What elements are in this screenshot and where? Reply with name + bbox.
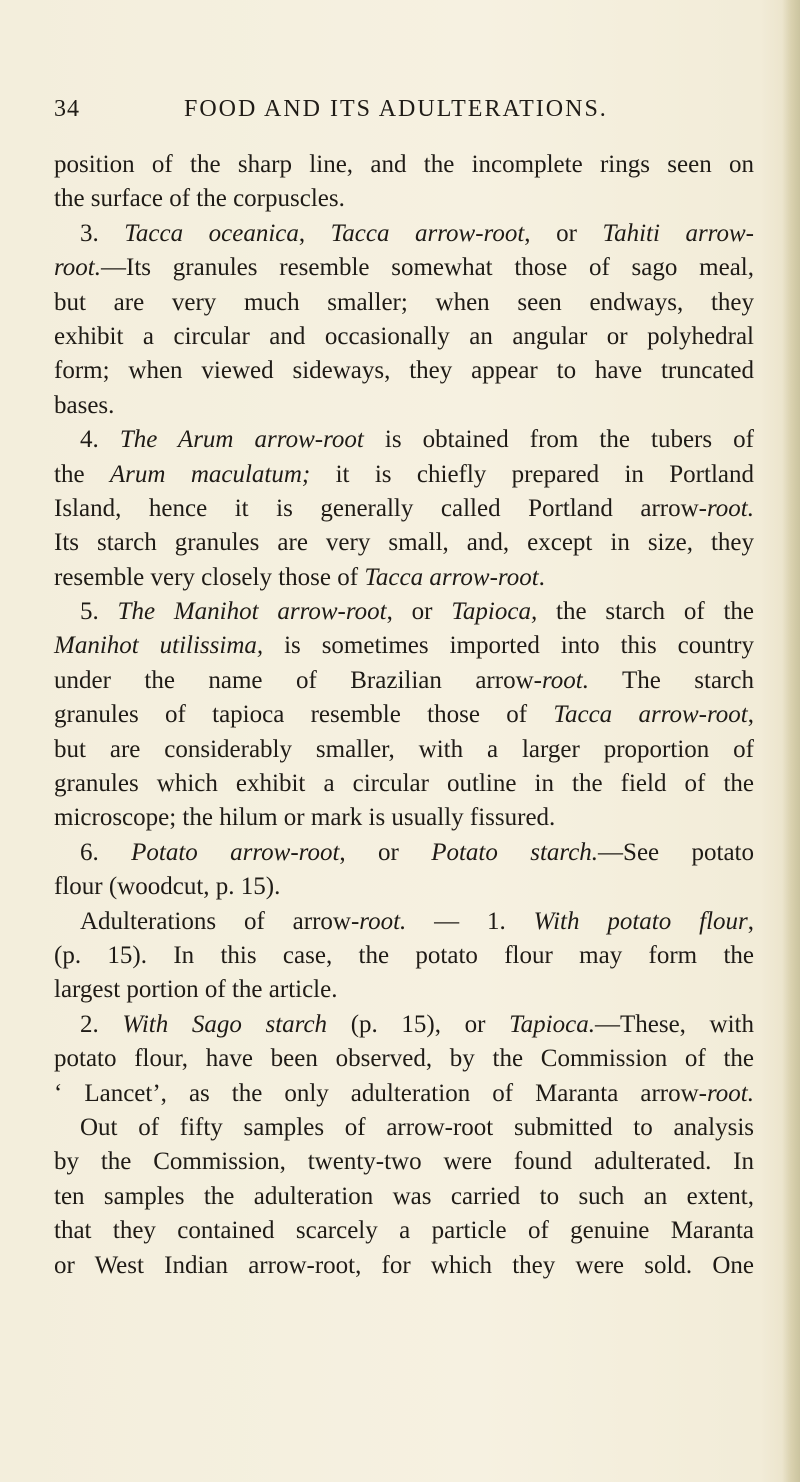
text-line: 6. Potato arrow-root, or Potato starch.—See potato [80, 838, 754, 866]
text-line: but are very much smaller; when seen endways, they [54, 288, 754, 316]
page-header [54, 96, 754, 132]
text-line: but are considerably smaller, with a larger proportion of [54, 735, 754, 763]
text-line: ‘ Lancet’, as the only adulteration of Maranta arrow-root. [54, 1079, 754, 1107]
text-line: Manihot utilissima, is sometimes imported into this country [54, 632, 755, 660]
text-line: Island, hence it is generally called Portland arrow-root. [54, 494, 754, 522]
text-line: under the name of Brazilian arrow-root. The starch [54, 666, 754, 694]
text-line: Out of fifty samples of arrow-root submitted to analysis [80, 1113, 754, 1141]
body-text [54, 148, 754, 1283]
text-line: Adulterations of arrow-root. — 1. With potato flour, [80, 907, 754, 935]
text-line: granules of tapioca resemble those of Tacca arrow-root, [54, 701, 754, 729]
text-line: microscope; the hilum or mark is usually fissured. [54, 804, 556, 832]
text-line: 5. The Manihot arrow-root, or Tapioca, the starch of the [80, 598, 755, 626]
text-line: ten samples the adulteration was carried to such an extent, [54, 1182, 754, 1210]
text-line: exhibit a circular and occasionally an angular or polyhedral [54, 322, 754, 350]
text-line: the Arum maculatum; it is chiefly prepared in Portland [54, 460, 754, 488]
text-line: by the Commission, twenty-two were found adulterated. In [54, 1148, 754, 1176]
text-line: potato flour, have been observed, by the Commission of the [54, 1045, 754, 1073]
text-line: form; when viewed sideways, they appear to have truncated [54, 357, 754, 385]
text-line: bases. [54, 391, 115, 419]
running-head: FOOD AND ITS ADULTERATIONS. [184, 96, 608, 122]
text-line: Its starch granules are very small, and, except in size, they [54, 529, 754, 557]
text-line: 3. Tacca oceanica, Tacca arrow-root, or Tahiti arrow- [80, 219, 754, 247]
text-line: (p. 15). In this case, the potato flour may form the [54, 941, 754, 969]
text-line: 2. With Sago starch (p. 15), or Tapioca.—These, with [80, 1010, 754, 1038]
text-line: or West Indian arrow-root, for which they were sold. One [54, 1251, 754, 1279]
text-line: that they contained scarcely a particle of genuine Maranta [54, 1217, 754, 1245]
page-edge-shadow [782, 0, 800, 1482]
text-line: resemble very closely those of Tacca arrow-root. [54, 563, 545, 591]
text-line: 4. The Arum arrow-root is obtained from the tubers of [80, 426, 754, 454]
text-line: root.—Its granules resemble somewhat those of sago meal, [54, 254, 754, 282]
text-line: the surface of the corpuscles. [54, 185, 345, 213]
text-line: flour (woodcut, p. 15). [54, 873, 281, 901]
page-number: 34 [54, 96, 80, 122]
text-line: largest portion of the article. [54, 976, 338, 1004]
text-line: granules which exhibit a circular outline in the field of the [54, 770, 754, 798]
text-line: position of the sharp line, and the incomplete rings seen on [54, 151, 754, 178]
